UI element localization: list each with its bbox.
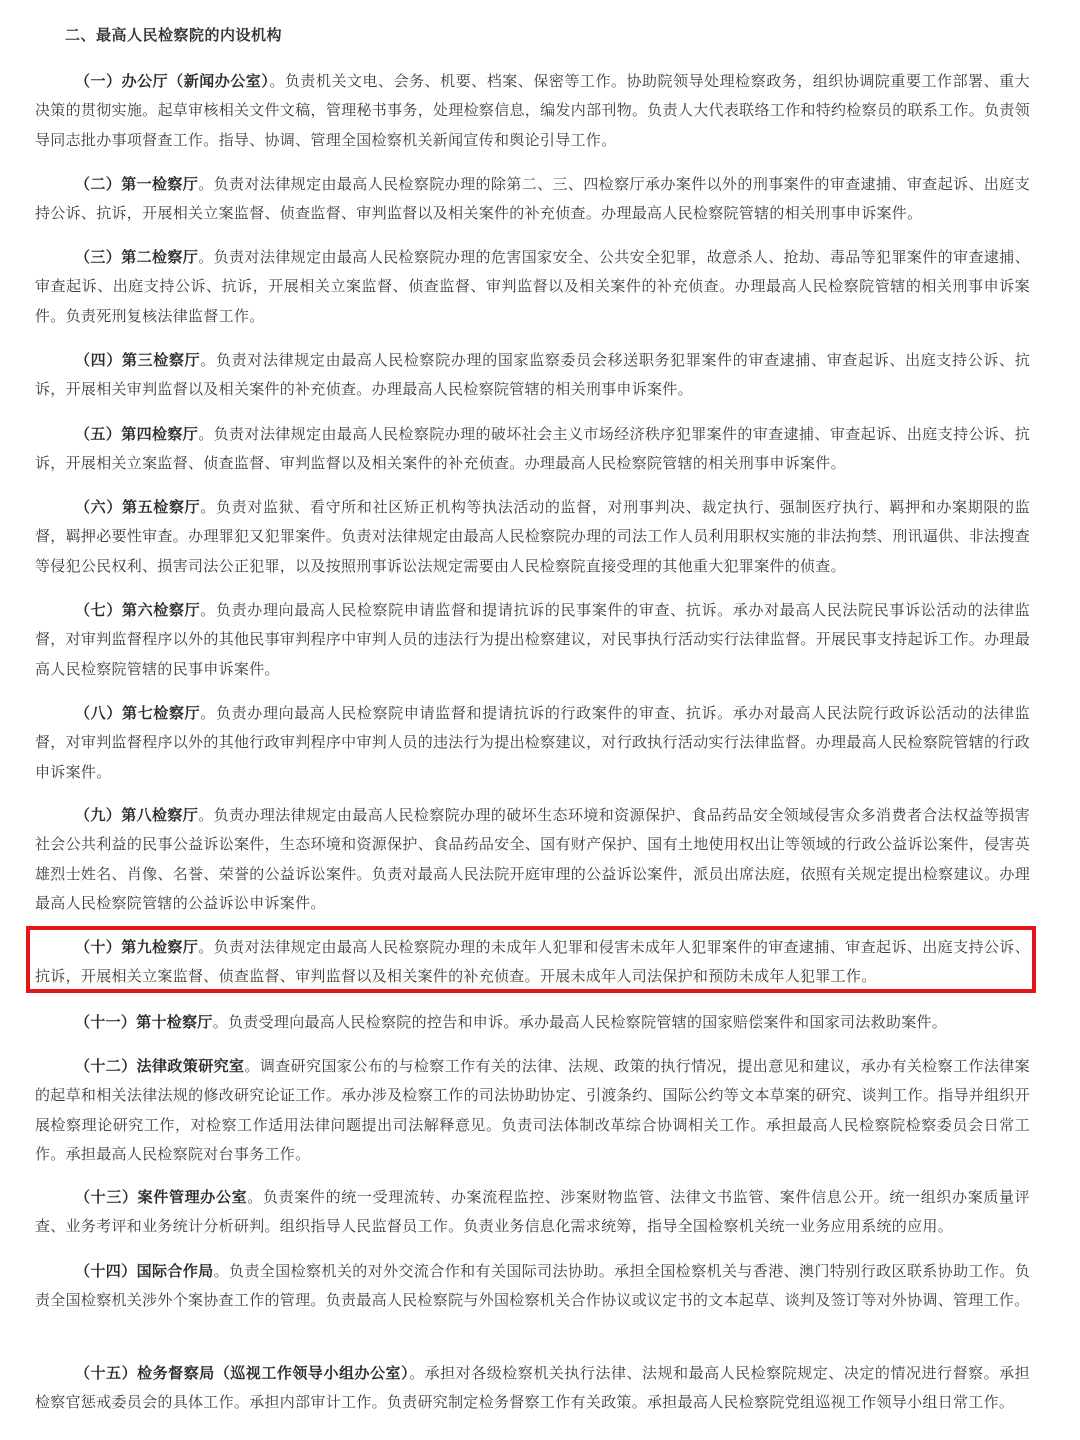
paragraph-seventh-procuratorate [35,699,1030,787]
paragraph-title: （三）第二检察厅 [75,248,199,266]
paragraph-eighth-procuratorate [35,801,1030,919]
paragraph-legal-policy-research-office [35,1052,1030,1170]
paragraph-title: （八）第七检察厅 [75,704,201,722]
paragraph-text: 。负责对监狱、看守所和社区矫正机构等执法活动的监督，对刑事判决、裁定执行、强制医疗执行、羁押和办案期限的监督，羁押必要性审查。办理罪犯又犯罪案件。负责对法律规定由最高人民检察院办理的司法工作人员利用职权实施的非法拘禁、刑讯逼供、非法搜查等侵犯公民权利、损害司法公正犯罪，以及按照刑事诉讼法规定需要由人民检察院直接受理的其他重大犯罪案件的侦查。 [35,498,1030,575]
paragraph-text: 。承担对各级检察机关执行法律、法规和最高人民检察院规定、决定的情况进行督察。承担检察官惩戒委员会的具体工作。承担内部审计工作。负责研究制定检务督察工作有关政策。承担最高人民检察院党组巡视工作领导小组日常工作。 [35,1364,1030,1412]
paragraph-text: 。负责受理向最高人民检察院的控告和申诉。承办最高人民检察院管辖的国家赔偿案件和国家司法救助案件。 [212,1013,948,1031]
paragraph-title: （十）第九检察厅 [75,938,199,956]
paragraph-title: （十五）检务督察局（巡视工作领导小组办公室） [75,1364,410,1382]
paragraph-text: 。负责对法律规定由最高人民检察院办理的破坏社会主义市场经济秩序犯罪案件的审查逮捕、审查起诉、出庭支持公诉、抗诉，开展相关立案监督、侦查监督、审判监督以及相关案件的补充侦查。办理最高人民检察院管辖的相关刑事申诉案件。 [35,425,1030,473]
paragraph-fifth-procuratorate [35,493,1030,581]
paragraph-title: （九）第八检察厅 [75,806,199,824]
paragraph-text: 。负责对法律规定由最高人民检察院办理的未成年人犯罪和侵害未成年人犯罪案件的审查逮捕、审查起诉、出庭支持公诉、抗诉，开展相关立案监督、侦查监督、审判监督以及相关案件的补充侦查。开展未成年人司法保护和预防未成年人犯罪工作。 [35,938,1030,986]
paragraph-ninth-procuratorate [35,933,1030,992]
paragraph-inspection-bureau [35,1359,1030,1418]
paragraph-title: （一）办公厅（新闻办公室） [75,72,270,90]
paragraph-title: （七）第六检察厅 [75,601,201,619]
paragraph-office [35,67,1030,155]
paragraph-text: 。负责案件的统一受理流转、办案流程监控、涉案财物监管、法律文书监管、案件信息公开。统一组织办案质量评查、业务考评和业务统计分析研判。组织指导人民监督员工作。负责业务信息化需求统筹，指导全国检察机关统一业务应用系统的应用。 [35,1188,1030,1236]
paragraph-second-procuratorate [35,243,1030,331]
paragraph-text: 。负责全国检察机关的对外交流合作和有关国际司法协助。承担全国检察机关与香港、澳门特别行政区联系协助工作。负责全国检察机关涉外个案协查工作的管理。负责最高人民检察院与外国检察机关合作协议或议定书的文本起草、谈判及签订等对外协调、管理工作。 [35,1262,1031,1310]
paragraph-international-cooperation-bureau [35,1257,1030,1316]
paragraph-fourth-procuratorate [35,420,1030,479]
paragraph-title: （十四）国际合作局 [75,1262,214,1280]
paragraph-title: （二）第一检察厅 [75,175,199,193]
paragraph-text: 。负责对法律规定由最高人民检察院办理的除第二、三、四检察厅承办案件以外的刑事案件的审查逮捕、审查起诉、出庭支持公诉、抗诉，开展相关立案监督、侦查监督、审判监督以及相关案件的补充侦查。办理最高人民检察院管辖的相关刑事申诉案件。 [35,175,1030,223]
paragraph-title: （十一）第十检察厅 [75,1013,213,1031]
paragraph-third-procuratorate [35,346,1030,405]
paragraph-text: 。负责办理向最高人民检察院申请监督和提请抗诉的民事案件的审查、抗诉。承办对最高人民法院民事诉讼活动的法律监督，对审判监督程序以外的其他民事审判程序中审判人员的违法行为提出检察建议，对民事执行活动实行法律监督。开展民事支持起诉工作。办理最高人民检察院管辖的民事申诉案件。 [35,601,1030,678]
paragraph-sixth-procuratorate [35,596,1030,684]
paragraph-title: （十二）法律政策研究室 [75,1057,245,1075]
paragraph-case-management-office [35,1183,1030,1242]
paragraph-title: （十三）案件管理办公室 [75,1188,248,1206]
section-heading: 二、最高人民检察院的内设机构 [65,26,283,44]
paragraph-title: （四）第三检察厅 [75,351,201,369]
paragraph-text: 。负责对法律规定由最高人民检察院办理的危害国家安全、公共安全犯罪，故意杀人、抢劫、毒品等犯罪案件的审查逮捕、审查起诉、出庭支持公诉、抗诉，开展相关立案监督、侦查监督、审判监督以及相关案件的补充侦查。办理最高人民检察院管辖的相关刑事申诉案件。负责死刑复核法律监督工作。 [35,248,1030,325]
paragraph-first-procuratorate [35,170,1030,229]
paragraph-text: 。负责对法律规定由最高人民检察院办理的国家监察委员会移送职务犯罪案件的审查逮捕、审查起诉、出庭支持公诉、抗诉，开展相关审判监督以及相关案件的补充侦查。办理最高人民检察院管辖的相关刑事申诉案件。 [35,351,1030,399]
paragraph-text: 。负责办理法律规定由最高人民检察院办理的破坏生态环境和资源保护、食品药品安全领域侵害众多消费者合法权益等损害社会公共利益的民事公益诉讼案件，生态环境和资源保护、食品药品安全、国有财产保护、国有土地使用权出让等领域的行政公益诉讼案件，侵害英雄烈士姓名、肖像、名誉、荣誉的公益诉讼案件。负责对最高人民法院开庭审理的公益诉讼案件，派员出席法庭，依照有关规定提出检察建议。办理最高人民检察院管辖的公益诉讼申诉案件。 [35,806,1030,913]
paragraph-title: （五）第四检察厅 [75,425,199,443]
paragraph-text: 。负责机关文电、会务、机要、档案、保密等工作。协助院领导处理检察政务，组织协调院重要工作部署、重大决策的贯彻实施。起草审核相关文件文稿，管理秘书事务，处理检察信息，编发内部刊物。负责人大代表联络工作和特约检察员的联系工作。负责领导同志批办事项督查工作。指导、协调、管理全国检察机关新闻宣传和舆论引导工作。 [35,72,1030,149]
paragraph-tenth-procuratorate [35,1008,1030,1037]
paragraph-text: 。负责办理向最高人民检察院申请监督和提请抗诉的行政案件的审查、抗诉。承办对最高人民法院行政诉讼活动的法律监督，对审判监督程序以外的其他行政审判程序中审判人员的违法行为提出检察建议，对行政执行活动实行法律监督。办理最高人民检察院管辖的行政申诉案件。 [35,704,1030,781]
paragraph-title: （六）第五检察厅 [75,498,201,516]
paragraph-text: 。调查研究国家公布的与检察工作有关的法律、法规、政策的执行情况，提出意见和建议，承办有关检察工作法律案的起草和相关法律法规的修改研究论证工作。承办涉及检察工作的司法协助协定、引渡条约、国际公约等文本草案的研究、谈判工作。指导并组织开展检察理论研究工作，对检察工作适用法律问题提出司法解释意见。负责司法体制改革综合协调相关工作。承担最高人民检察院检察委员会日常工作。承担最高人民检察院对台事务工作。 [35,1057,1030,1164]
